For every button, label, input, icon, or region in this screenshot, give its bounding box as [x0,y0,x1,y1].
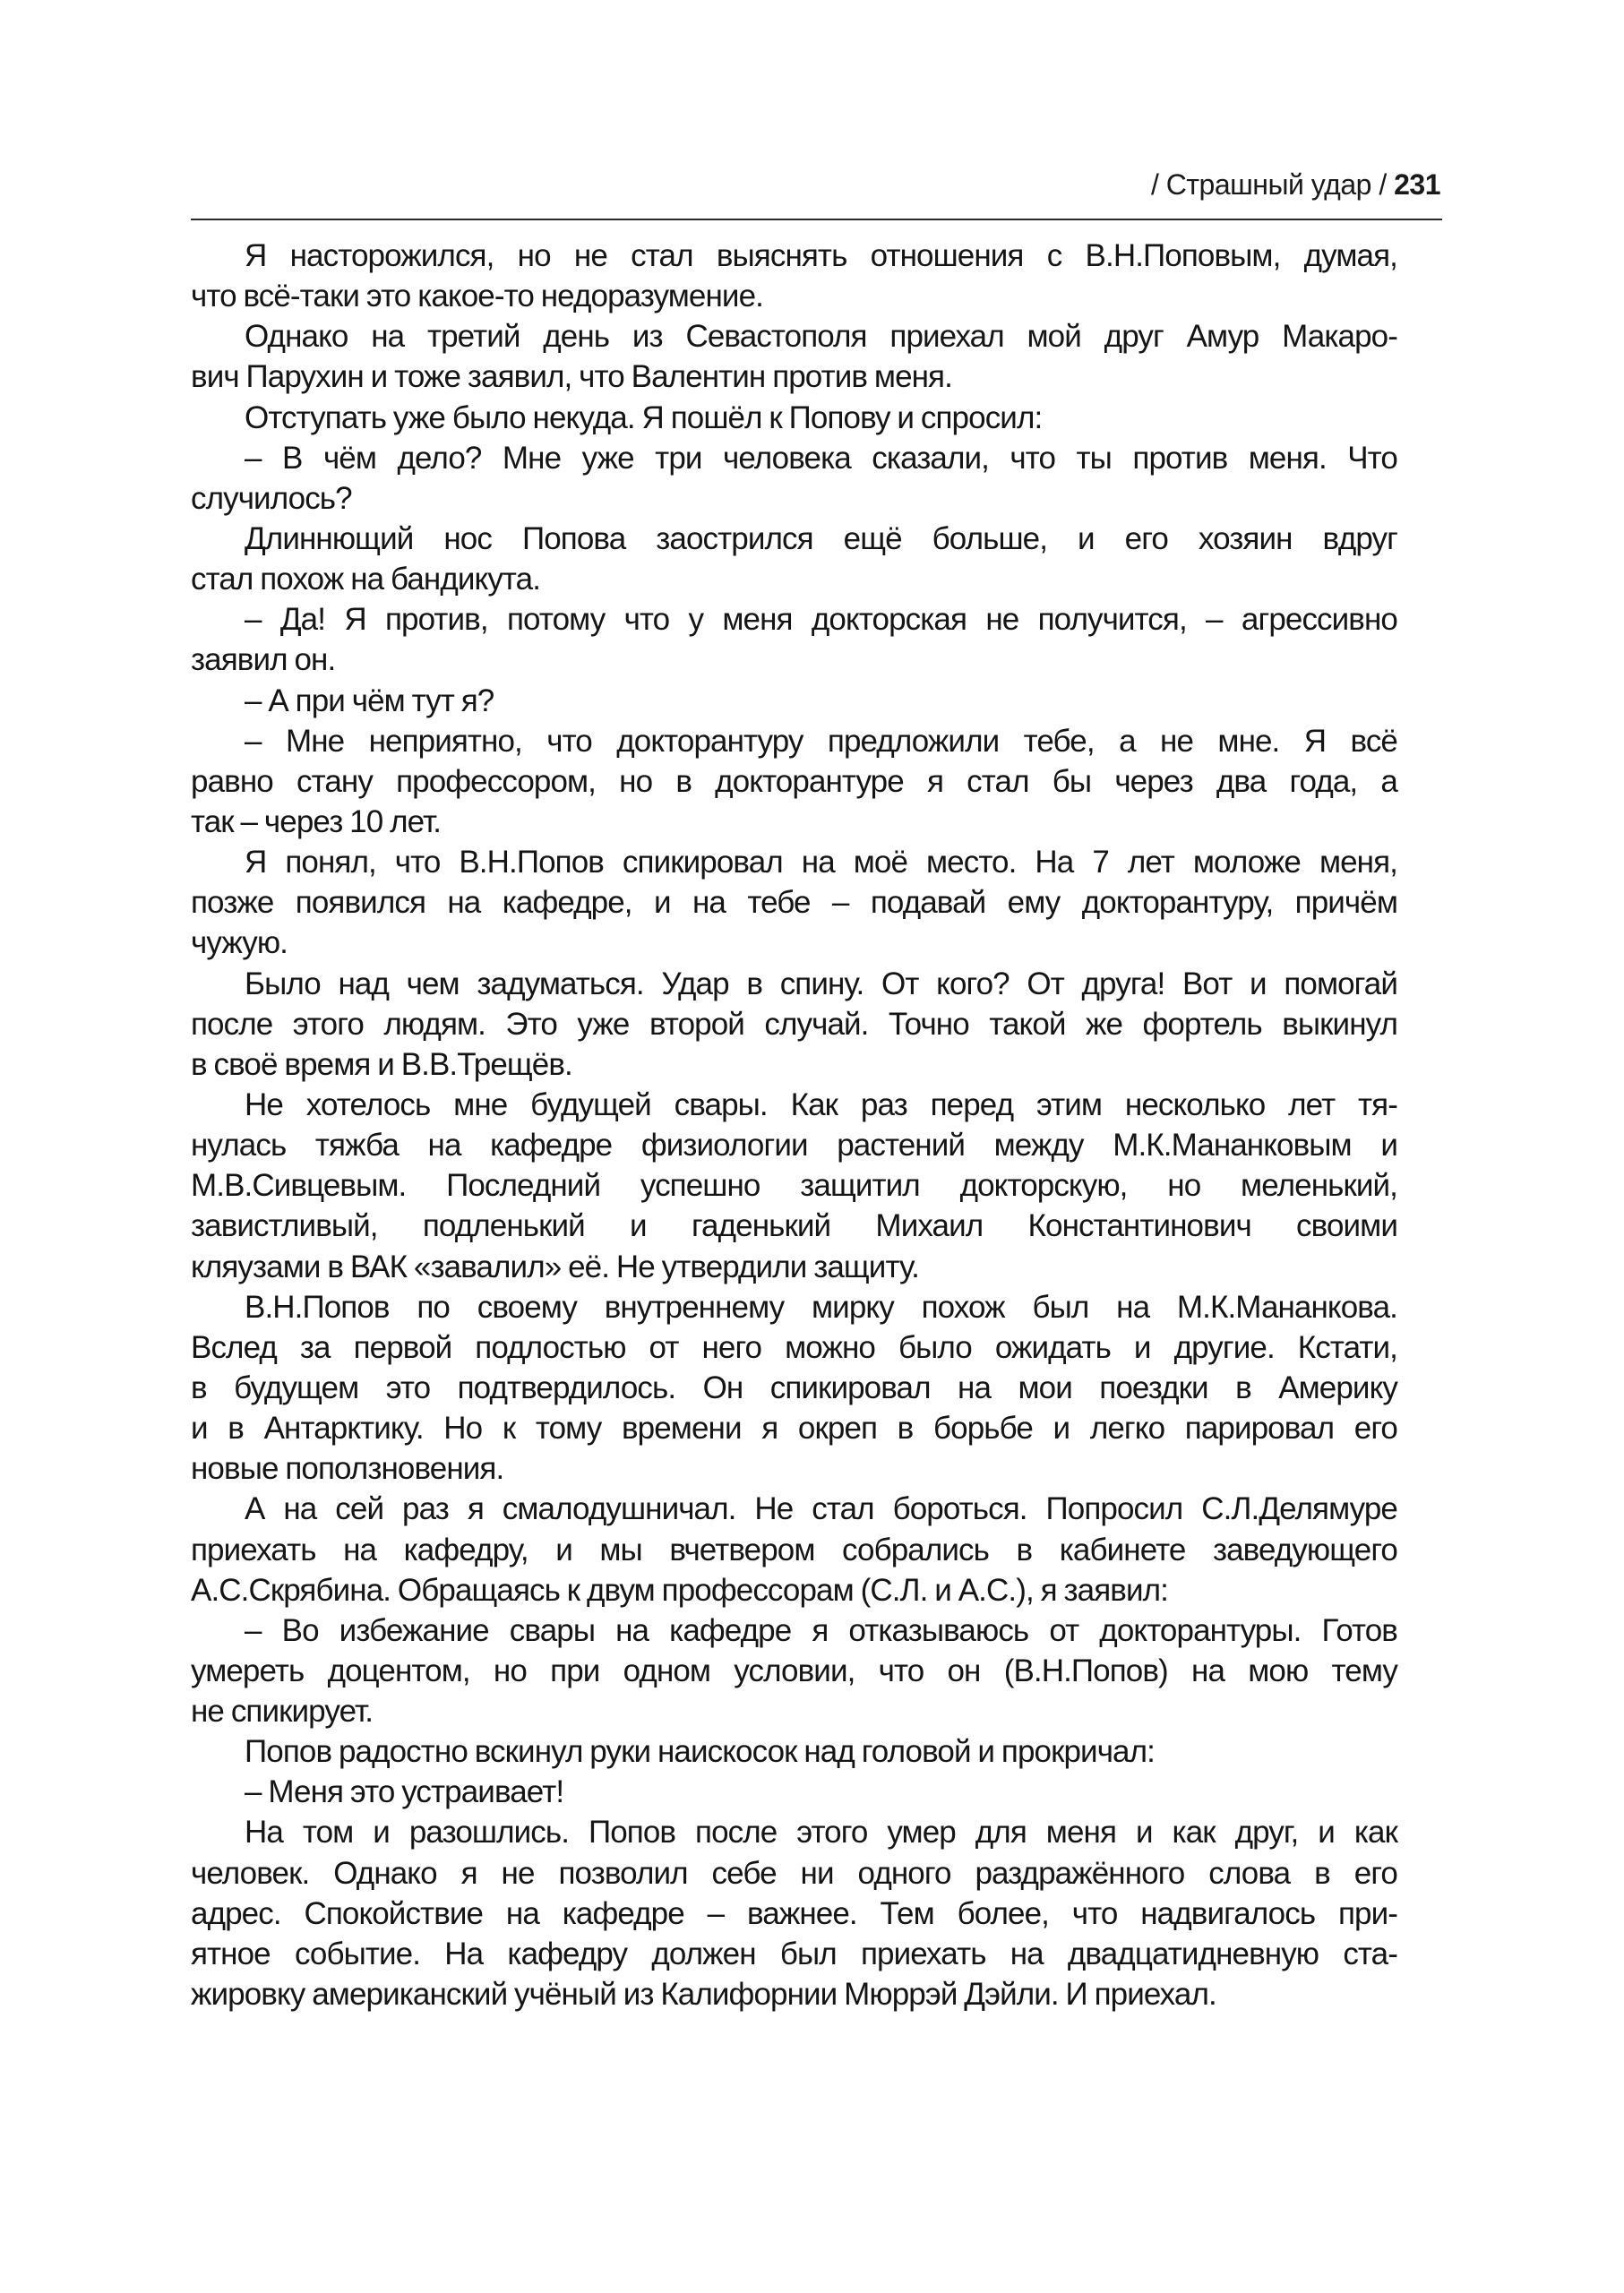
text-line: чужую. [191,925,288,961]
text-line: кляузами в ВАК «завалил» её. Не утвердили защиту. [191,1249,919,1284]
text-line: А на сей раз я смалодушничал. Не стал бороться. Попросил С.Л.Делямуре [245,1491,1397,1527]
text-line: А.С.Скрябина. Обращаясь к двум профессорам (С.Л. и А.С.), я заявил: [191,1572,1168,1608]
paragraph [191,316,1397,397]
text-line: позже появился на кафедре, и на тебе – подавай ему докторантуру, причём [191,885,1397,921]
text-line: М.В.Сивцевым. Последний успешно защитил докторскую, но меленький, [191,1168,1397,1204]
text-line: новые поползновения. [191,1451,504,1487]
text-line: Вслед за первой подлостью от него можно было ожидать и другие. Кстати, [191,1329,1397,1365]
text-line: в своё время и В.В.Трещёв. [191,1046,572,1082]
body-text [191,236,1397,2014]
text-line: Не хотелось мне будущей свары. Как раз перед этим несколько лет тя- [245,1086,1397,1122]
paragraph [191,1731,1397,1772]
page-number: 231 [1394,168,1440,201]
text-line: так – через 10 лет. [191,803,442,839]
text-line: Я насторожился, но не стал выяснять отношения с В.Н.Поповым, думая, [245,238,1397,273]
text-line: приехать на кафедру, и мы вчетвером собрались в кабинете заведующего [191,1532,1397,1567]
text-line: Было над чем задуматься. Удар в спину. От кого? От друга! Вот и помогай [245,966,1397,1001]
text-line: что всё-таки это какое-то недоразумение. [191,279,763,314]
paragraph [191,721,1397,842]
text-line: вич Парухин и тоже заявил, что Валентин против меня. [191,359,952,395]
text-line: заявил он. [191,642,336,678]
text-line: Отступать уже было некуда. Я пошёл к Попову и спросил: [245,399,1043,435]
text-line: Длиннющий нос Попова заострился ещё больше, и его хозяин вдруг [245,520,1397,556]
text-line: – Во избежание свары на кафедре я отказываюсь от докторантуры. Готов [245,1612,1397,1648]
paragraph [191,398,1397,438]
text-line: человек. Однако я не позволил себе ни одного раздражённого слова в его [191,1855,1397,1891]
text-line: равно стану профессором, но в докторантуре я стал бы через два года, а [191,763,1397,799]
paragraph [191,519,1397,599]
paragraph [191,1489,1397,1610]
text-line: в будущем это подтвердилось. Он спикировал на мои поездки в Америку [191,1370,1397,1405]
text-line: жировку американский учёный из Калифорнии Мюррэй Дэйли. И приехал. [191,1977,1216,2013]
text-line: случилось? [191,480,352,516]
paragraph [191,1610,1397,1731]
paragraph [191,599,1397,680]
text-line: – Да! Я против, потому что у меня докторская не получится, – агрессивно [245,602,1397,638]
text-line: нулась тяжба на кафедре физиологии растений между М.К.Мананковым и [191,1128,1397,1164]
text-line: – В чём дело? Мне уже три человека сказали, что ты против меня. Что [245,440,1397,476]
text-line: не спикирует. [191,1694,374,1730]
text-line: В.Н.Попов по своему внутреннему мирку похож был на М.К.Мананкова. [245,1289,1397,1325]
text-line: – Мне неприятно, что докторантуру предложили тебе, а не мне. Я всё [245,723,1397,759]
paragraph [191,681,1397,721]
header-rule [191,219,1442,220]
text-line: и в Антарктику. Но к тому времени я окреп в борьбе и легко парировал его [191,1411,1397,1447]
text-line: – Меня это устраивает! [245,1774,564,1810]
text-line: Попов радостно вскинул руки наискосок над головой и прокричал: [245,1734,1155,1770]
paragraph [191,1085,1397,1287]
text-line: Я понял, что В.Н.Попов спикировал на моё место. На 7 лет моложе меня, [245,845,1397,880]
paragraph [191,1772,1397,1812]
text-line: завистливый, подленький и гаденький Михаил Константинович своими [191,1208,1397,1244]
paragraph [191,236,1397,316]
text-line: адрес. Спокойствие на кафедре – важнее. Тем более, что надвигалось при- [191,1895,1397,1931]
paragraph [191,438,1397,519]
running-head [1151,168,1440,202]
text-line: стал похож на бандикута. [191,562,541,597]
paragraph [191,1287,1397,1490]
paragraph [191,964,1397,1085]
text-line: ятное событие. На кафедру должен был приехать на двадцатидневную ста- [191,1936,1397,1971]
text-line: умереть доцентом, но при одном условии, что он (В.Н.Попов) на мою тему [191,1653,1397,1688]
paragraph [191,1812,1397,2014]
text-line: Однако на третий день из Севастополя приехал мой друг Амур Макаро- [245,319,1397,355]
text-line: – А при чём тут я? [245,683,494,718]
text-line: после этого людям. Это уже второй случай. Точно такой же фортель выкинул [191,1006,1397,1042]
paragraph [191,842,1397,963]
chapter-title: / Страшный удар / [1150,168,1387,201]
text-line: На том и разошлись. Попов после этого умер для меня и как друг, и как [245,1815,1397,1851]
